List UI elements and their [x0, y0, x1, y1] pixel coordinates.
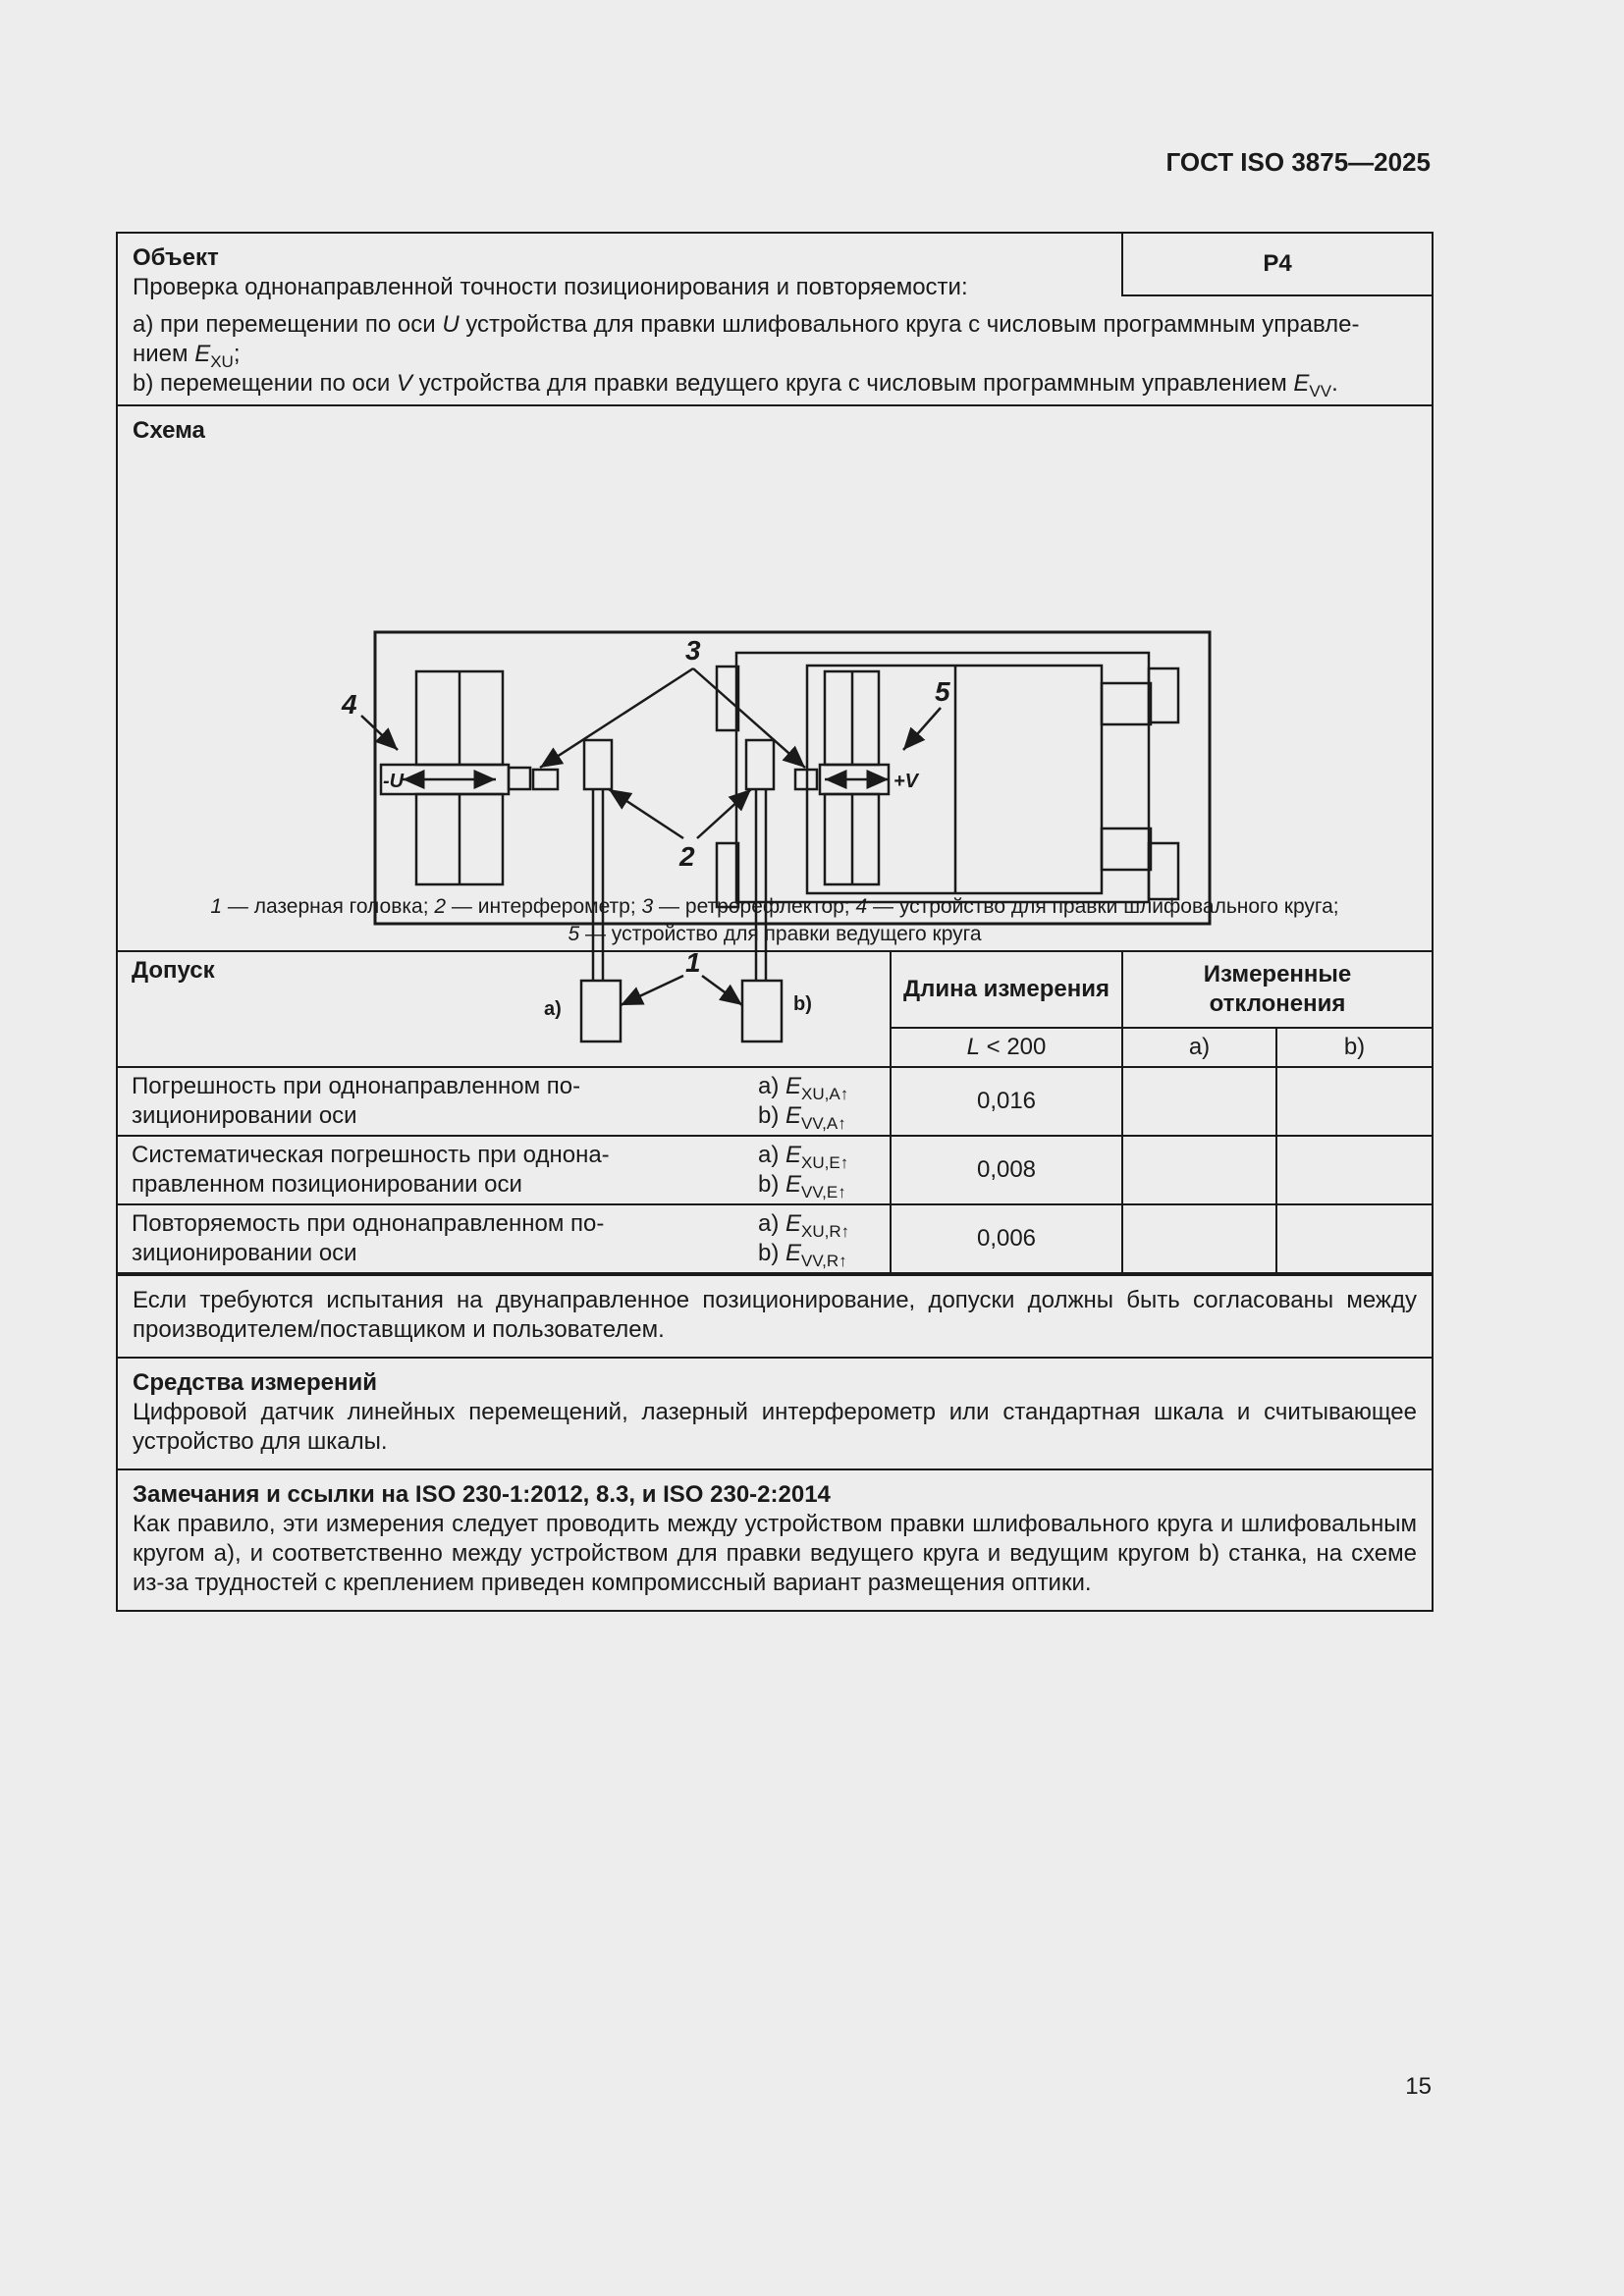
row-tolerance: 0,016	[891, 1067, 1122, 1136]
col-b-header: b)	[1276, 1028, 1432, 1067]
instruments-title: Средства измерений	[133, 1369, 378, 1396]
row-symbols: a) $E_{XU,A↑}$ b) $E_{VV,A↑}$	[758, 1073, 849, 1133]
test-code: P4	[1121, 234, 1432, 296]
row-meas-b	[1276, 1067, 1432, 1136]
remarks-text: Как правило, эти измерения следует проводить между устройством правки шлифовального круга и шлифовальным кругом a), и соответственно между устройством для правки ведущего круга и ведущим кругом b) станка, на схеме из-за трудностей с креплением приведен компромиссный вариант размещения оптики.	[133, 1511, 1417, 1596]
table-row	[118, 1136, 1432, 1204]
test-sheet	[116, 232, 1434, 1612]
label-b: b)	[793, 993, 812, 1015]
object-title: Объект	[133, 244, 219, 271]
instruments-text: Цифровой датчик линейных перемещений, лазерный интерферометр или стандартная шкала и считывающее устройство для шкалы.	[133, 1399, 1417, 1455]
row-meas-b	[1276, 1204, 1432, 1273]
row-meas-a	[1122, 1204, 1276, 1273]
object-item-a-cont: нием $E_{XU}$;	[133, 341, 241, 371]
label-1: 1	[685, 947, 701, 978]
row-tolerance: 0,006	[891, 1204, 1122, 1273]
label-a: a)	[544, 998, 562, 1020]
row-label: Погрешность при однонаправленном по-зиционировании оси	[132, 1073, 581, 1129]
page-number: 15	[1405, 2073, 1432, 2100]
row-meas-b	[1276, 1136, 1432, 1204]
length-value: L < 200	[891, 1028, 1122, 1067]
label-minus-u: -U	[383, 771, 405, 792]
table-row	[118, 1067, 1432, 1136]
remarks-section	[118, 1470, 1432, 1610]
tolerance-section	[118, 952, 1432, 1276]
table-row	[118, 1204, 1432, 1273]
label-4: 4	[342, 689, 357, 720]
length-header: Длина измерения	[891, 952, 1122, 1028]
row-symbols: a) $E_{XU,R↑}$ b) $E_{VV,R↑}$	[758, 1210, 850, 1270]
instruments-section	[118, 1359, 1432, 1470]
label-3: 3	[685, 635, 701, 666]
object-intro: Проверка однонаправленной точности позиционирования и повторяемости:	[133, 274, 968, 300]
bidirectional-note: Если требуются испытания на двунаправленное позиционирование, допуски должны быть согласованы между производителем/поставщиком и пользователем.	[118, 1276, 1432, 1359]
schema-title: Схема	[133, 417, 205, 444]
tolerance-header: Допуск	[118, 952, 891, 1067]
label-2: 2	[679, 841, 695, 872]
row-label: Систематическая погрешность при однона-правленном позиционировании оси	[132, 1142, 610, 1198]
measured-header: Измеренные отклонения	[1122, 952, 1432, 1028]
row-symbols: a) $E_{XU,E↑}$ b) $E_{VV,E↑}$	[758, 1142, 849, 1201]
tolerance-table	[118, 952, 1432, 1274]
label-plus-v: +V	[893, 771, 919, 792]
row-meas-a	[1122, 1136, 1276, 1204]
schema-legend: 1 — лазерная головка; 2 — интерферометр; 3 — ретрорефлектор; 4 — устройство для правки шлифовального круга; 5 — устройство для правки ведущего круга	[210, 895, 1339, 945]
object-item-a: a) при перемещении по оси U устройства для правки шлифовального круга с числовым программным управле-	[133, 311, 1360, 338]
remarks-title: Замечания и ссылки на ISO 230-1:2012, 8.3, и ISO 230-2:2014	[133, 1481, 831, 1508]
document-id: ГОСТ ISO 3875—2025	[1165, 147, 1431, 177]
col-a-header: a)	[1122, 1028, 1276, 1067]
object-item-b: b) перемещении по оси V устройства для правки ведущего круга с числовым программным управлением $E_{VV}$.	[133, 370, 1338, 400]
row-meas-a	[1122, 1067, 1276, 1136]
row-label: Повторяемость при однонаправленном по-зиционировании оси	[132, 1210, 605, 1266]
row-tolerance: 0,008	[891, 1136, 1122, 1204]
label-5: 5	[935, 676, 950, 707]
object-section	[118, 234, 1432, 406]
